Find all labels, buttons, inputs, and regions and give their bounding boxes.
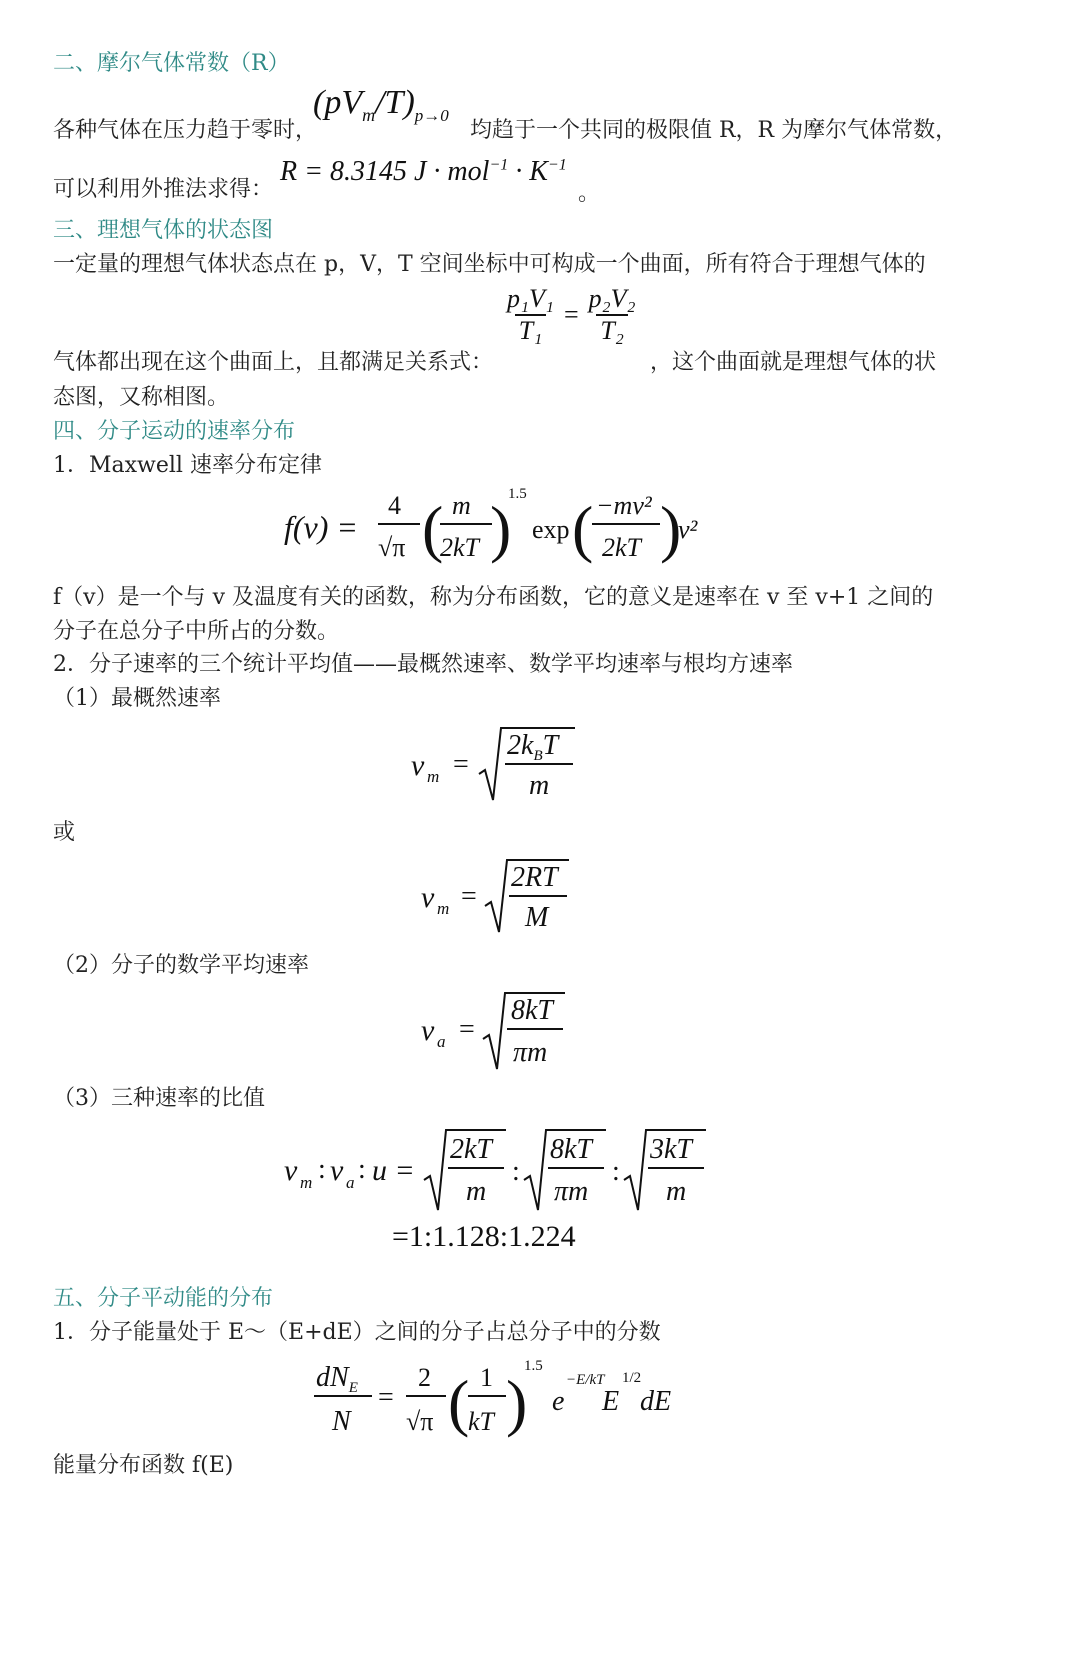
section-heading-2: 二、摩尔气体常数（R） <box>53 51 290 76</box>
formula-gas-constant-unit: J · mol <box>414 156 490 187</box>
s5-last-line: 能量分布函数 f(E) <box>53 1453 234 1478</box>
s2-period: 。 <box>578 181 601 206</box>
energy-coef-num: 2 <box>418 1363 431 1392</box>
formula-maxwell <box>280 478 720 578</box>
energy-frac-den: kT <box>468 1407 494 1436</box>
formula-limit-sub: p→0 <box>414 105 449 125</box>
ratio-2-num: 8kT <box>550 1134 592 1165</box>
formula-gas-constant-lhs: R = 8.3145 <box>280 156 407 187</box>
formula-limit <box>313 84 449 126</box>
ratio-colon-2: : <box>358 1154 366 1185</box>
maxwell-paren-close-2: ) <box>660 493 682 564</box>
vm2-den: M <box>525 902 549 933</box>
ratio-1-num: 2kT <box>450 1134 492 1165</box>
s4-or: 或 <box>53 820 76 845</box>
ratio-vm-sub: m <box>300 1173 313 1192</box>
va-den: πm <box>513 1037 548 1068</box>
section-heading-4: 四、分子运动的速率分布 <box>53 419 296 444</box>
vm2-equals: = <box>461 881 477 912</box>
energy-dE: dE <box>640 1386 672 1417</box>
s4-sub-2: （2）分子的数学平均速率 <box>53 953 309 978</box>
ratio-3-den: m <box>666 1176 687 1207</box>
vm1-lhs-sub: m <box>427 767 440 786</box>
maxwell-exp: exp <box>532 515 570 544</box>
vm2-num: 2RT <box>511 862 558 893</box>
ideal-gas-den-1: T₁ <box>515 314 547 346</box>
formula-limit-sub-m: m <box>362 104 376 125</box>
formula-mean-speed <box>415 985 595 1077</box>
ideal-gas-num-2: p₂V₂ <box>588 284 636 313</box>
section-heading-3: 三、理想气体的状态图 <box>53 218 274 243</box>
ratio-colon-1: : <box>318 1154 326 1185</box>
maxwell-lhs: f(v) = <box>284 509 358 545</box>
vm1-equals: = <box>453 749 469 780</box>
s2-paragraph-2: 可以利用外推法求得： <box>53 177 274 202</box>
ideal-gas-equals: = <box>563 300 579 329</box>
s4-item-1: 1．Maxwell 速率分布定律 <box>53 453 322 478</box>
ratio-vm: v <box>284 1154 298 1187</box>
maxwell-coef-den: √π <box>378 533 406 562</box>
s2-paragraph-1-start: 各种气体在压力趋于零时， <box>53 118 318 143</box>
formula-gas-constant <box>280 156 567 188</box>
vm2-lhs: v <box>421 881 435 914</box>
maxwell-frac-num: m <box>452 491 471 520</box>
vm2-lhs-sub: m <box>437 899 450 918</box>
maxwell-power: 1.5 <box>508 486 527 502</box>
energy-paren-close: ) <box>506 1367 528 1438</box>
energy-lhs-den: N <box>332 1406 351 1437</box>
energy-E-exponent: 1/2 <box>622 1370 642 1386</box>
s4-sub-3: （3）三种速率的比值 <box>53 1086 265 1111</box>
maxwell-frac-den: 2kT <box>440 533 479 562</box>
maxwell-exp-den: 2kT <box>602 533 641 562</box>
energy-lhs-num: $dN_E$ <box>316 1362 358 1396</box>
energy-power: 1.5 <box>524 1358 543 1374</box>
ratio-u: u = <box>372 1154 415 1187</box>
maxwell-tail: v² <box>678 515 698 544</box>
formula-ideal-gas-law <box>503 284 640 346</box>
energy-coef-den: √π <box>406 1407 434 1436</box>
formula-speed-ratio <box>280 1120 720 1220</box>
ideal-gas-num-1: p₁V₁ <box>507 284 554 313</box>
s4-description-1: f（v）是一个与 v 及温度有关的函数，称为分布函数，它的意义是速率在 v 至 v+1 之间的 <box>53 585 934 610</box>
s2-paragraph-1-end: 均趋于一个共同的极限值 R，R 为摩尔气体常数， <box>470 118 958 143</box>
ratio-colon-3: : <box>512 1156 520 1187</box>
va-lhs: v <box>421 1014 435 1047</box>
maxwell-paren-open-1: ( <box>422 493 444 564</box>
ratio-va-sub: a <box>346 1173 355 1192</box>
ratio-1-den: m <box>466 1176 487 1207</box>
ratio-result: =1:1.128:1.224 <box>392 1220 576 1253</box>
formula-most-probable-speed-2 <box>415 852 595 942</box>
s3-paragraph-2-start: 气体都出现在这个曲面上，且都满足关系式： <box>53 350 494 375</box>
maxwell-coef-num: 4 <box>388 491 401 520</box>
maxwell-paren-close-1: ) <box>490 493 512 564</box>
vm1-den: m <box>529 770 550 801</box>
energy-frac-num: 1 <box>480 1363 493 1392</box>
ratio-2-den: πm <box>554 1176 589 1207</box>
ratio-colon-4: : <box>612 1156 620 1187</box>
ideal-gas-den-2: T₂ <box>596 314 628 346</box>
s4-item-2: 2．分子速率的三个统计平均值——最概然速率、数学平均速率与根均方速率 <box>53 652 793 677</box>
va-lhs-sub: a <box>437 1032 446 1051</box>
va-num: 8kT <box>511 995 553 1026</box>
section-heading-5: 五、分子平动能的分布 <box>53 1286 274 1311</box>
formula-limit-base: (pV <box>313 84 363 121</box>
s4-sub-1: （1）最概然速率 <box>53 686 221 711</box>
s3-paragraph-2-end: ，这个曲面就是理想气体的状 <box>650 350 937 375</box>
maxwell-exp-num: −mv² <box>596 491 652 520</box>
s4-description-2: 分子在总分子中所占的分数。 <box>53 619 340 644</box>
energy-e: e <box>552 1386 565 1417</box>
formula-gas-constant-unit-2: · K <box>508 156 548 187</box>
ratio-va: v <box>330 1154 344 1187</box>
vm1-num: $2k_BT$ <box>507 730 559 764</box>
s3-paragraph-1: 一定量的理想气体状态点在 p，V，T 空间坐标中可构成一个曲面，所有符合于理想气体的 <box>53 252 926 277</box>
energy-paren-open: ( <box>448 1367 470 1438</box>
maxwell-paren-open-2: ( <box>572 493 594 564</box>
va-equals: = <box>459 1014 475 1045</box>
energy-E: E <box>602 1386 620 1417</box>
vm1-lhs: v <box>411 749 425 782</box>
ideal-gas-frac-1 <box>503 284 558 346</box>
energy-equals: = <box>378 1382 394 1413</box>
s5-item-1: 1．分子能量处于 E～（E+dE）之间的分子占总分子中的分数 <box>53 1320 661 1345</box>
ideal-gas-frac-2 <box>585 284 640 346</box>
formula-energy-distribution <box>310 1350 690 1446</box>
formula-gas-constant-exp-1: −1 <box>489 156 509 174</box>
ratio-3-num: 3kT <box>650 1134 692 1165</box>
energy-e-exponent: −E/kT <box>566 1372 605 1388</box>
formula-gas-constant-exp-2: −1 <box>547 156 567 174</box>
formula-most-probable-speed-1 <box>405 720 595 810</box>
formula-limit-mid: /T) <box>375 84 415 121</box>
s3-paragraph-3: 态图，又称相图。 <box>53 385 230 410</box>
